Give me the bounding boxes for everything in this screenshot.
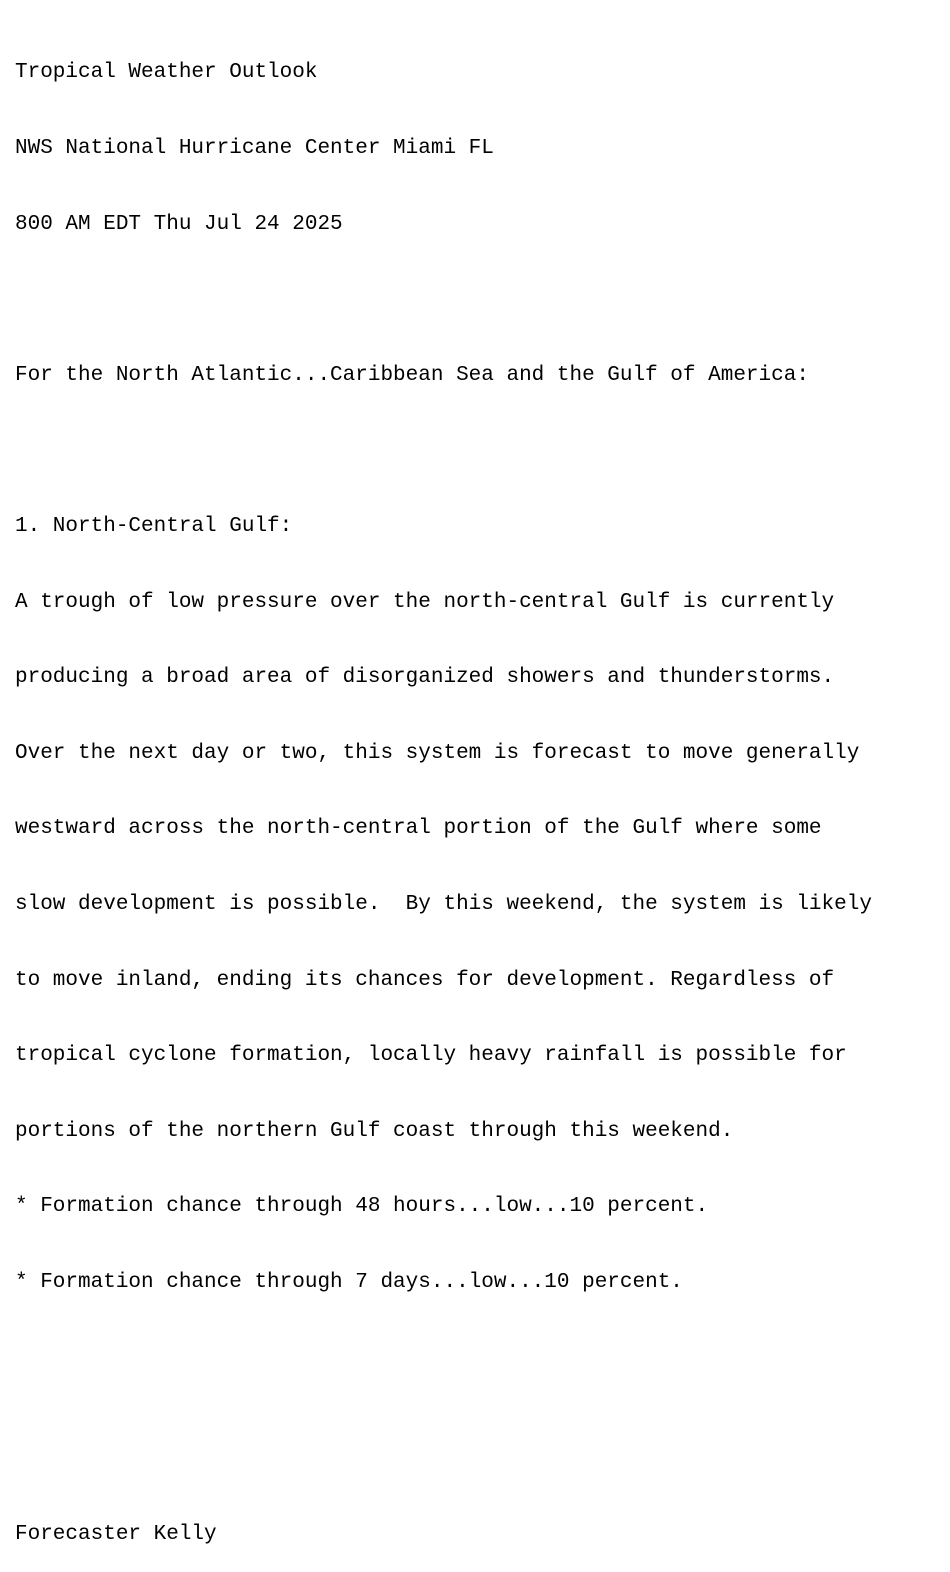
discussion-line: to move inland, ending its chances for development. Regardless of — [15, 968, 835, 992]
discussion-line: slow development is possible. By this weekend, the system is likely — [15, 892, 872, 916]
outlook-document — [15, 10, 945, 1572]
discussion-line: portions of the northern Gulf coast through this weekend. — [15, 1119, 734, 1143]
spacer — [15, 1346, 945, 1371]
spacer — [15, 438, 945, 463]
item-heading: 1. North-Central Gulf: — [15, 514, 293, 538]
discussion-line: westward across the north-central portion of the Gulf where some — [15, 817, 822, 841]
discussion-line: producing a broad area of disorganized showers and thunderstorms. — [15, 666, 835, 690]
document-title: Tropical Weather Outlook — [15, 61, 318, 85]
formation-chance-48h: * Formation chance through 48 hours...low...10 percent. — [15, 1195, 709, 1219]
issue-time: 800 AM EDT Thu Jul 24 2025 — [15, 212, 343, 236]
formation-chance-7d: * Formation chance through 7 days...low...10 percent. — [15, 1270, 683, 1294]
spacer — [15, 287, 945, 312]
issuing-office: NWS National Hurricane Center Miami FL — [15, 137, 494, 160]
discussion-line: A trough of low pressure over the north-central Gulf is currently — [15, 590, 835, 614]
forecaster-signature: Forecaster Kelly — [15, 1522, 217, 1546]
discussion-line: tropical cyclone formation, locally heavy rainfall is possible for — [15, 1044, 847, 1068]
region-line: For the North Atlantic...Caribbean Sea and the Gulf of America: — [15, 363, 809, 387]
spacer — [15, 1421, 945, 1471]
discussion-line: Over the next day or two, this system is forecast to move generally — [15, 741, 860, 765]
